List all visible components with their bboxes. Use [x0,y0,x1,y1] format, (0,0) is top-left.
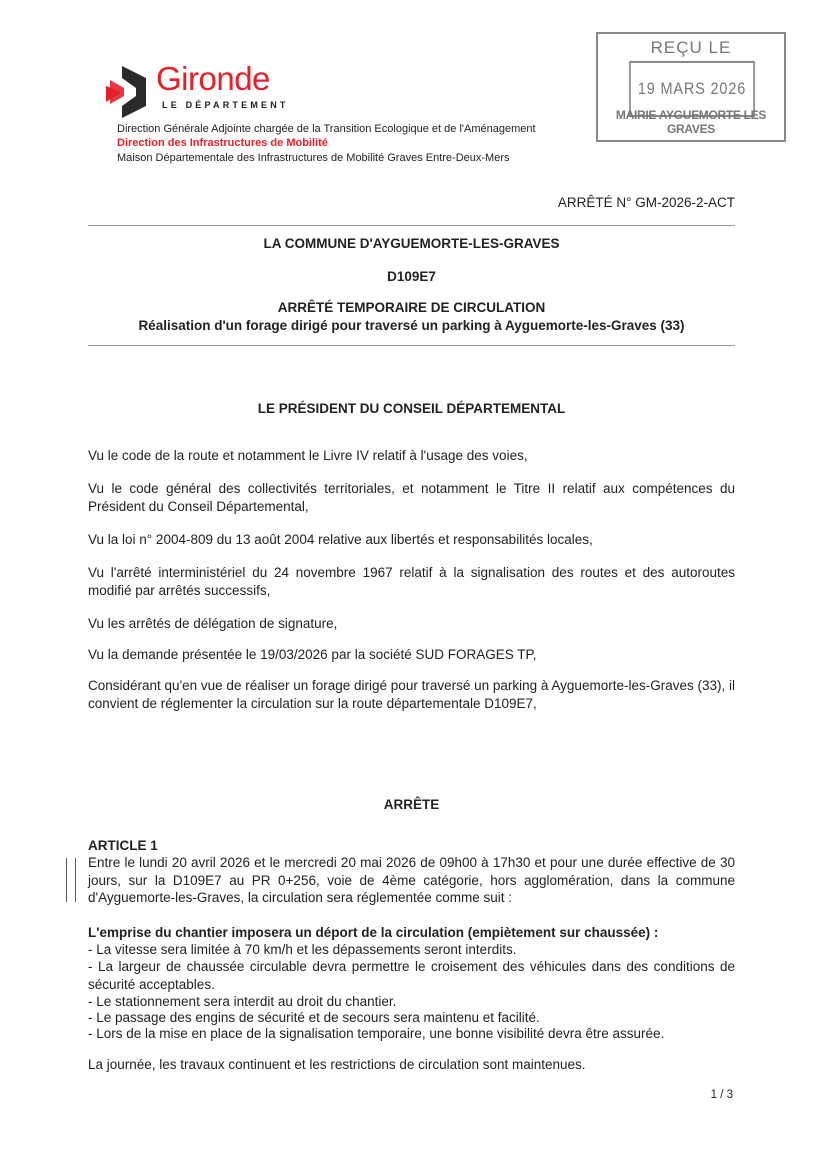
stamp-mairie: MAIRIE AYGUEMORTE LES GRAVES [615,108,767,136]
list-item: - La vitesse sera limitée à 70 km/h et les dépassements seront interdits. [88,942,517,957]
consideration: Vu le code de la route et notamment le Livre IV relatif à l'usage des voies, [88,448,528,463]
arrete-heading: ARRÊTE [383,797,440,812]
article-1-title: ARTICLE 1 [88,838,158,853]
logo-name: Gironde [156,60,270,97]
header-direction: Direction des Infrastructures de Mobilité [117,137,328,149]
article-1-closing: La journée, les travaux continuent et les restrictions de circulation sont maintenues. [88,1057,586,1072]
logo-subtitle: LE DÉPARTEMENT [162,100,289,110]
consideration: Considérant qu'en vue de réaliser un forage dirigé pour traversé un parking à Ayguemorte-les-Graves (33), il convient de réglementer la circulation sur la route départementale D109E7, [88,678,735,711]
list-item: - Le stationnement sera interdit au droit du chantier. [88,994,397,1009]
header-directorate: Direction Générale Adjointe chargée de la Transition Ecologique et de l'Aménagement [117,123,536,135]
arrete-subtitle: Réalisation d'un forage dirigé pour traversé un parking à Ayguemorte-les-Graves (33) [138,318,685,333]
consideration: Vu la loi n° 2004-809 du 13 août 2004 relative aux libertés et responsabilités locales, [88,532,593,547]
divider [88,345,735,346]
received-stamp [596,32,786,142]
list-item: - Le passage des engins de sécurité et de secours sera maintenu et facilité. [88,1010,540,1025]
article-1-text: Entre le lundi 20 avril 2026 et le mercredi 20 mai 2026 de 09h00 à 17h30 et pour une durée effective de 30 jours, sur la D109E7 au PR 0+256, voie de 4ème catégorie, hors agglomération, dans la commune d'Ayguemorte-les-Graves, la circulation sera réglementée comme suit : [88,855,735,905]
consideration: Vu la demande présentée le 19/03/2026 par la société SUD FORAGES TP, [88,647,537,662]
arrete-title: ARRÊTÉ TEMPORAIRE DE CIRCULATION [277,300,546,315]
page-number: 1 / 3 [710,1089,733,1101]
margin-mark [66,858,76,902]
consideration: Vu l'arrêté interministériel du 24 novembre 1967 relatif à la signalisation des routes et des autoroutes modifié par arrêtés successifs, [88,565,735,598]
list-item: - La largeur de chaussée circulable devra permettre le croisement des véhicules dans des conditions de sécurité acceptables. [88,959,735,992]
stamp-date: 19 MARS 2026 [629,61,755,117]
gironde-logo-icon [106,66,154,118]
road-title: D109E7 [387,269,436,284]
header-maison: Maison Départementale des Infrastructures de Mobilité Graves Entre-Deux-Mers [117,152,510,164]
consideration: Vu le code général des collectivités territoriales, et notamment le Titre II relatif aux compétences du Président du Conseil Départemental, [88,481,735,514]
article-1-subheading: L'emprise du chantier imposera un déport de la circulation (empiètement sur chaussée) : [88,925,659,940]
list-item: - Lors de la mise en place de la signalisation temporaire, une bonne visibilité devra être assurée. [88,1026,665,1041]
stamp-title: REÇU LE [650,38,732,57]
consideration: Vu les arrêtés de délégation de signature, [88,616,338,631]
gironde-logo [106,60,296,118]
commune-title: LA COMMUNE D'AYGUEMORTE-LES-GRAVES [263,236,560,251]
arrete-reference: ARRÊTÉ N° GM-2026-2-ACT [557,195,735,210]
divider [88,225,735,226]
president-title: LE PRÉSIDENT DU CONSEIL DÉPARTEMENTAL [257,401,566,416]
